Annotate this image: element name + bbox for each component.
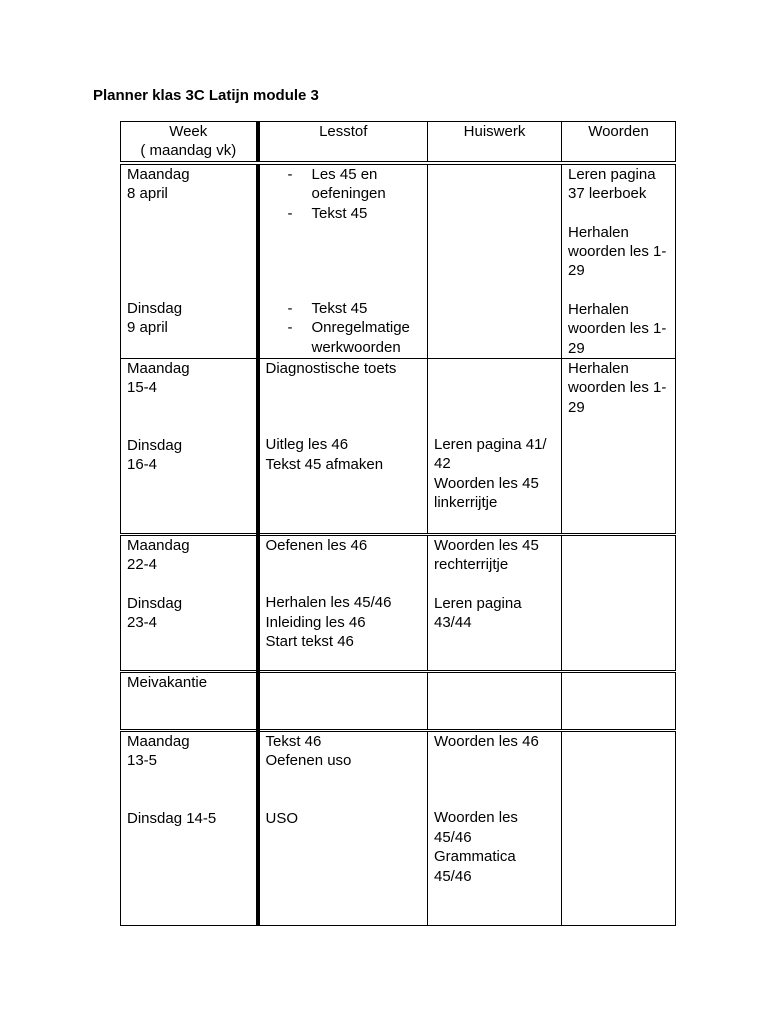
date-label: 23-4 [127, 614, 158, 632]
lesstof-cell [258, 163, 428, 359]
lesstof-cell [258, 535, 428, 672]
list-item: - Tekst 45 [312, 299, 422, 318]
week-cell [121, 535, 258, 672]
huiswerk-text: Woorden les 45/46 [434, 809, 518, 846]
huiswerk-text: Woorden les 45 rechterrijtje [434, 537, 539, 574]
huiswerk-text: Grammatica 45/46 [434, 848, 516, 885]
lesstof-cell [258, 672, 428, 731]
list-item: - Les 45 en oefeningen [312, 165, 422, 204]
lesstof-text: Herhalen les 45/46 [265, 594, 392, 612]
woorden-cell [562, 359, 676, 535]
huiswerk-cell [428, 731, 562, 926]
woorden-cell [562, 535, 676, 672]
lesstof-list [266, 299, 422, 357]
huiswerk-cell [428, 535, 562, 672]
header-huiswerk: Huiswerk [428, 122, 562, 163]
woorden-cell [562, 731, 676, 926]
table-row [121, 672, 676, 731]
day-label: Maandag [127, 360, 190, 378]
woorden-text: Herhalen woorden les 1-29 [568, 360, 667, 416]
woorden-text: Herhalen woorden les 1-29 [568, 223, 667, 280]
table-row [121, 731, 676, 926]
lesstof-text: Diagnostische toets [265, 360, 397, 378]
day-label: Dinsdag 14-5 [127, 809, 217, 827]
day-label: Maandag [127, 165, 190, 183]
lesstof-text: Tekst 45 afmaken [265, 455, 384, 473]
week-label: Meivakantie [127, 674, 208, 692]
header-woorden: Woorden [562, 122, 676, 163]
week-cell [121, 731, 258, 926]
header-week [121, 122, 258, 163]
header-lesstof: Lesstof [258, 122, 428, 163]
date-label: 8 april [127, 185, 168, 203]
lesstof-text: USO [265, 809, 299, 827]
date-label: 13-5 [127, 752, 158, 770]
huiswerk-text: Leren pagina 43/44 [434, 594, 522, 632]
huiswerk-text: Woorden les 46 [434, 733, 539, 751]
huiswerk-cell [428, 163, 562, 359]
huiswerk-cell [428, 672, 562, 731]
date-label: 22-4 [127, 556, 158, 574]
date-label: 9 april [127, 319, 168, 337]
table-row [121, 359, 676, 535]
table-row [121, 535, 676, 672]
lesstof-cell [258, 731, 428, 926]
lesstof-text: Start tekst 46 [265, 633, 354, 651]
table-row [121, 163, 676, 359]
huiswerk-text: Leren pagina 41/ 42 [434, 436, 547, 473]
lesstof-cell [258, 359, 428, 535]
lesstof-text: Tekst 46 [265, 733, 322, 751]
week-cell [121, 672, 258, 731]
date-label: 15-4 [127, 379, 158, 397]
lesstof-text: Oefenen uso [265, 752, 352, 770]
lesstof-list [266, 165, 422, 223]
huiswerk-cell [428, 359, 562, 535]
day-label: Dinsdag [127, 594, 183, 612]
list-item: - Onregelmatige werkwoorden [312, 318, 422, 357]
day-label: Dinsdag [127, 436, 183, 454]
day-label: Dinsdag [127, 299, 183, 317]
lesstof-text: Uitleg les 46 [265, 436, 349, 454]
woorden-cell [562, 163, 676, 359]
huiswerk-text: Woorden les 45 linkerrijtje [434, 474, 539, 512]
week-cell [121, 359, 258, 535]
planner-table [120, 121, 676, 926]
lesstof-text: Oefenen les 46 [265, 537, 368, 555]
woorden-cell [562, 672, 676, 731]
date-label: 16-4 [127, 456, 158, 474]
week-cell [121, 163, 258, 359]
header-week-label: Week [169, 123, 208, 140]
woorden-text: Herhalen woorden les 1-29 [568, 300, 667, 357]
lesstof-text: Inleiding les 46 [265, 613, 366, 631]
list-item: - Tekst 45 [312, 204, 422, 223]
day-label: Maandag [127, 537, 190, 555]
woorden-text: Leren pagina 37 leerboek [568, 165, 656, 203]
page-title: Planner klas 3C Latijn module 3 [93, 87, 319, 104]
header-week-sublabel: ( maandag vk) [140, 142, 237, 160]
table-header-row [121, 122, 676, 163]
day-label: Maandag [127, 733, 190, 751]
